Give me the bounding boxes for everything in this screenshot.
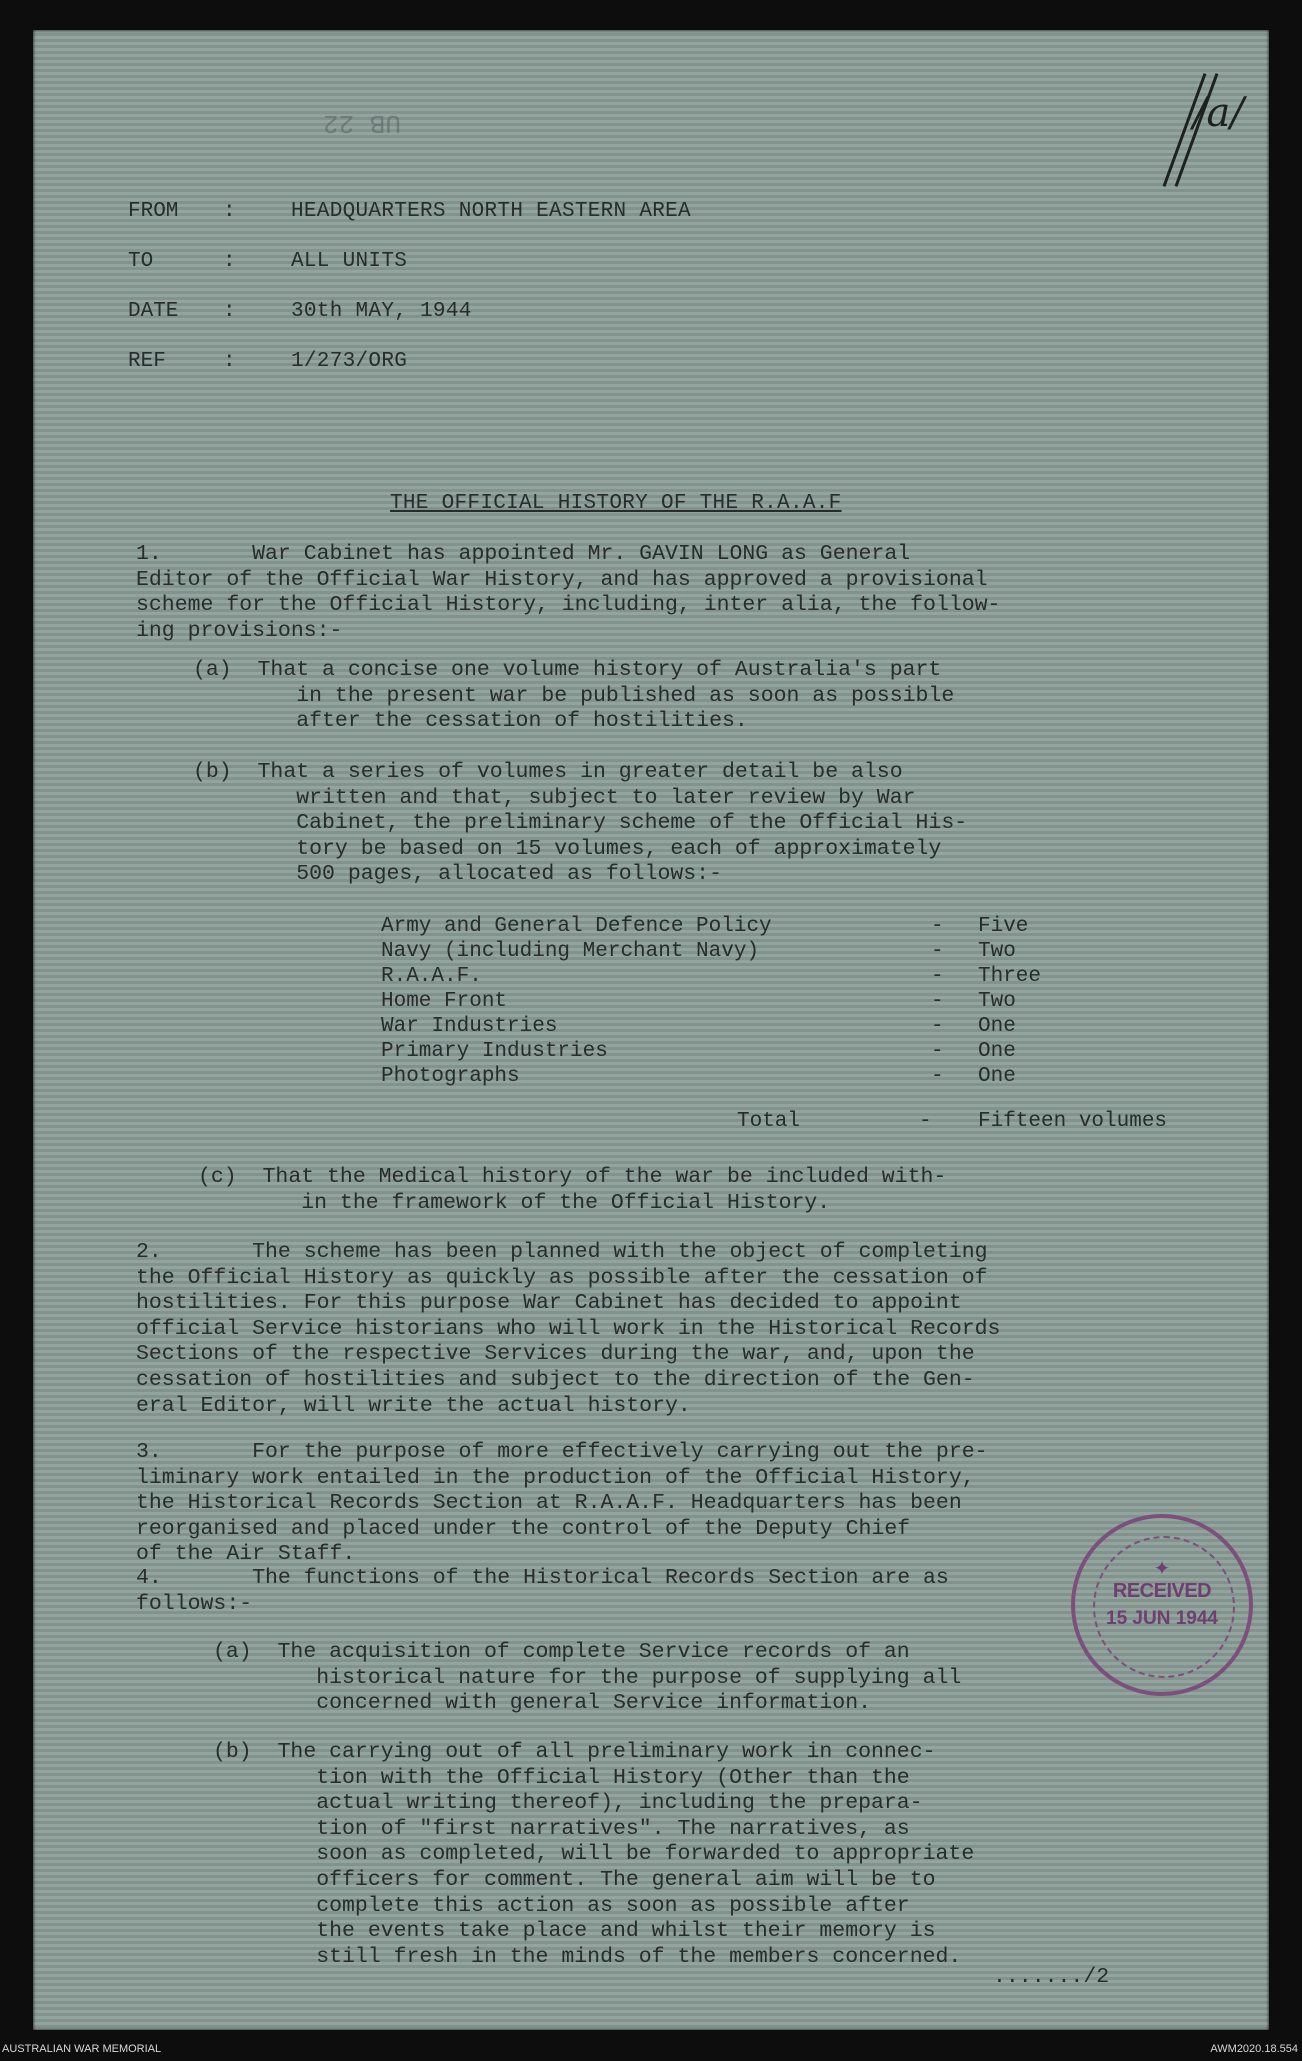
date-value: 30th MAY, 1944 — [291, 300, 472, 323]
allocation-count: One — [978, 1015, 1016, 1038]
star-icon: ✦ — [1153, 1558, 1171, 1580]
text-line: concerned with general Service information. — [213, 1691, 872, 1716]
text-line: scheme for the Official History, including, inter alia, the follow- — [136, 593, 1001, 618]
text-line: Sections of the respective Services during the war, and, upon the — [136, 1342, 975, 1367]
allocation-item: Primary Industries — [381, 1040, 608, 1063]
allocation-item: Army and General Defence Policy — [381, 915, 772, 938]
text-line: the Official History as quickly as possible after the cessation of — [136, 1265, 988, 1290]
allocation-item: War Industries — [381, 1015, 558, 1038]
text-line: official Service historians who will work in the Historical Records — [136, 1316, 1001, 1341]
text-line: complete this action as soon as possible after — [213, 1893, 910, 1918]
allocation-item: R.A.A.F. — [381, 965, 482, 988]
text-line: in the framework of the Official History. — [198, 1190, 831, 1215]
from-value: HEADQUARTERS NORTH EASTERN AREA — [291, 200, 691, 223]
text-line: tion of "first narratives". The narratives, as — [213, 1816, 910, 1841]
allocation-dash: - — [931, 990, 944, 1013]
colon: : — [223, 200, 236, 223]
text-line: 500 pages, allocated as follows:- — [193, 862, 722, 887]
to-label: TO — [128, 250, 154, 273]
text-line: liminary work entailed in the production of the Official History, — [136, 1465, 975, 1490]
text-line: still fresh in the minds of the members concerned. — [213, 1944, 962, 1969]
text-line: soon as completed, will be forwarded to appropriate — [213, 1842, 975, 1867]
text-line: 2. The scheme has been planned with the object of completing — [136, 1240, 988, 1264]
footer-left: AUSTRALIAN WAR MEMORIAL — [2, 2043, 162, 2055]
text-line: reorganised and placed under the control of the Deputy Chief — [136, 1516, 911, 1541]
text-line: hostilities. For this purpose War Cabinet has decided to appoint — [136, 1291, 962, 1316]
to-value: ALL UNITS — [291, 250, 408, 273]
paragraph-2 — [136, 1240, 1000, 1419]
continuation-marker: ......./2 — [993, 1965, 1110, 1989]
text-line: cessation of hostilities and subject to the direction of the Gen- — [136, 1367, 975, 1392]
text-line: (a) The acquisition of complete Service records of an — [213, 1640, 910, 1664]
allocation-dash: - — [931, 965, 944, 988]
allocation-item: Home Front — [381, 990, 508, 1013]
text-line: the Historical Records Section at R.A.A.F. Headquarters has been — [136, 1491, 962, 1516]
stamp-text: RECEIVED — [1112, 1580, 1212, 1602]
text-line: (b) That a series of volumes in greater detail be also — [193, 760, 903, 784]
item-1c — [198, 1165, 946, 1216]
colon: : — [223, 250, 236, 273]
from-label: FROM — [128, 200, 179, 223]
item-1b — [193, 760, 967, 888]
document-title: THE OFFICIAL HISTORY OF THE R.A.A.F — [390, 492, 842, 515]
text-line: eral Editor, will write the actual history. — [136, 1393, 691, 1418]
text-line: the events take place and whilst their memory is — [213, 1919, 936, 1944]
text-line: Editor of the Official War History, and has approved a provisional — [136, 567, 988, 592]
paragraph-1 — [136, 542, 1000, 644]
item-4a — [213, 1640, 961, 1717]
ref-label: REF — [128, 350, 166, 373]
item-4b — [213, 1740, 974, 1970]
ref-value: 1/273/ORG — [291, 350, 408, 373]
allocation-count: Three — [978, 965, 1042, 988]
text-line: written and that, subject to later review by War — [193, 785, 916, 810]
paragraph-4 — [136, 1566, 949, 1617]
allocation-item: Navy (including Merchant Navy) — [381, 940, 760, 963]
allocation-count: One — [978, 1040, 1016, 1063]
text-line: (c) That the Medical history of the war be included with- — [198, 1165, 947, 1189]
stamp-date: 15 JUN 1944 — [1106, 1608, 1218, 1629]
received-stamp — [1071, 1514, 1253, 1696]
handwritten-annotation: /a/ — [1193, 90, 1244, 136]
total-label: Total — [737, 1110, 801, 1133]
text-line: in the present war be published as soon as possible — [193, 683, 955, 708]
total-dash: - — [919, 1110, 932, 1133]
allocation-dash: - — [931, 915, 944, 938]
item-1a — [193, 658, 954, 735]
text-line: tion with the Official History (Other than the — [213, 1765, 910, 1790]
text-line: after the cessation of hostilities. — [193, 709, 748, 734]
text-line: 1. War Cabinet has appointed Mr. GAVIN LONG as General — [136, 542, 911, 566]
footer-right: AWM2020.18.554 — [1210, 2043, 1298, 2055]
allocation-count: Two — [978, 990, 1016, 1013]
text-line: officers for comment. The general aim will be to — [213, 1867, 936, 1892]
text-line: ing provisions:- — [136, 618, 343, 643]
text-line: Cabinet, the preliminary scheme of the Official His- — [193, 811, 968, 836]
allocation-dash: - — [931, 940, 944, 963]
allocation-dash: - — [931, 1015, 944, 1038]
total-value: Fifteen volumes — [978, 1110, 1168, 1133]
allocation-dash: - — [931, 1065, 944, 1088]
text-line: tory be based on 15 volumes, each of approximately — [193, 836, 942, 861]
allocation-item: Photographs — [381, 1065, 520, 1088]
allocation-dash: - — [931, 1040, 944, 1063]
document-page — [33, 30, 1269, 2030]
paragraph-3 — [136, 1440, 988, 1568]
allocation-count: Two — [978, 940, 1016, 963]
date-label: DATE — [128, 300, 179, 323]
colon: : — [223, 350, 236, 373]
colon: : — [223, 300, 236, 323]
faded-mark: UB 22 — [323, 108, 402, 138]
text-line: actual writing thereof), including the prepara- — [213, 1791, 923, 1816]
text-line: (b) The carrying out of all preliminary work in connec- — [213, 1740, 936, 1764]
allocation-count: One — [978, 1065, 1016, 1088]
text-line: of the Air Staff. — [136, 1542, 356, 1567]
text-line: (a) That a concise one volume history of Australia's part — [193, 658, 942, 682]
text-line: 4. The functions of the Historical Records Section are as — [136, 1566, 949, 1590]
text-line: 3. For the purpose of more effectively carrying out the pre- — [136, 1440, 988, 1464]
text-line: historical nature for the purpose of supplying all — [213, 1665, 962, 1690]
allocation-count: Five — [978, 915, 1029, 938]
text-line: follows:- — [136, 1591, 253, 1616]
